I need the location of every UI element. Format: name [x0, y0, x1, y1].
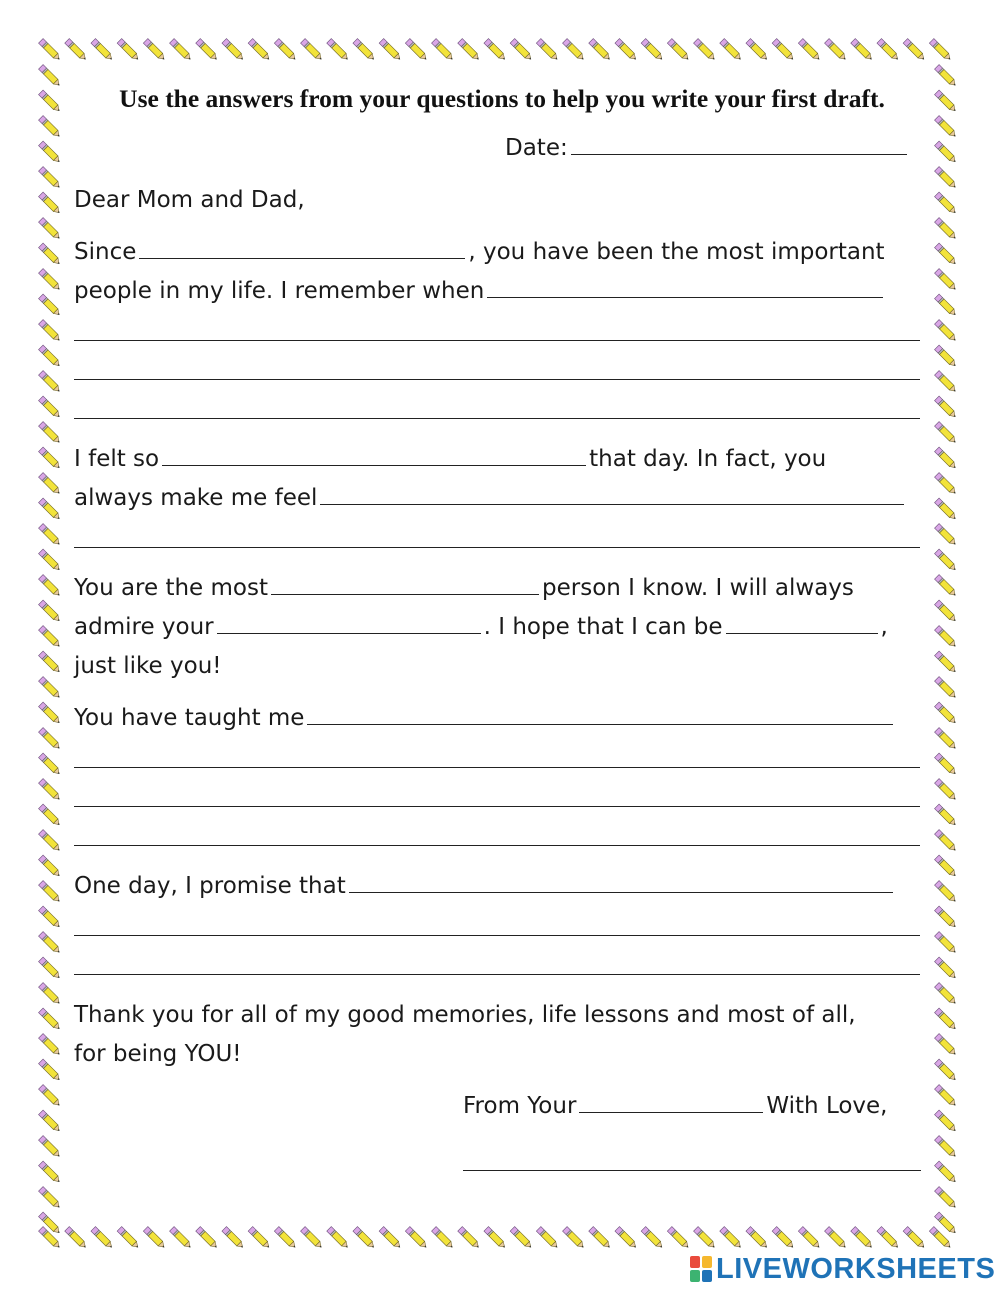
taught-blank[interactable]	[307, 704, 893, 725]
pencil-icon	[935, 294, 958, 317]
pencil-icon	[935, 396, 958, 419]
pencil-icon	[39, 473, 62, 496]
pencil-icon	[746, 1227, 769, 1250]
pencil-icon	[39, 779, 62, 802]
pencil-icon	[935, 728, 958, 751]
pencil-icon	[301, 39, 324, 62]
pencil-icon	[39, 932, 62, 955]
pencil-icon	[353, 1227, 376, 1250]
pencil-icon	[935, 218, 958, 241]
pencil-icon	[432, 39, 455, 62]
pencil-icon	[39, 192, 62, 215]
felt-blank[interactable]	[162, 445, 586, 466]
taught-row	[74, 703, 896, 733]
signature-line[interactable]	[463, 1170, 921, 1171]
pencil-icon	[510, 39, 533, 62]
remember-text: people in my life. I remember when	[74, 278, 485, 304]
pencil-icon	[379, 1227, 402, 1250]
pencil-icon	[39, 804, 62, 827]
pencil-icon	[196, 1227, 219, 1250]
felt-row	[74, 444, 826, 474]
date-row	[505, 133, 910, 163]
pencil-icon	[39, 830, 62, 853]
pencil-icon	[615, 39, 638, 62]
pencil-icon	[39, 294, 62, 317]
pencil-icon	[405, 1227, 428, 1250]
pencil-icon	[935, 575, 958, 598]
pencil-icon	[935, 90, 958, 113]
pencil-icon	[248, 1227, 271, 1250]
pencil-icon	[563, 1227, 586, 1250]
promise-blank[interactable]	[349, 872, 893, 893]
pencil-icon	[877, 39, 900, 62]
pencil-icon	[222, 39, 245, 62]
pencil-icon	[39, 1110, 62, 1133]
since-blank[interactable]	[139, 238, 465, 259]
pencil-icon	[39, 269, 62, 292]
pencil-icon	[39, 345, 62, 368]
pencil-icon	[935, 906, 958, 929]
page-title: Use the answers from your questions to help you write your first draft.	[119, 84, 885, 113]
pencil-icon	[935, 1085, 958, 1108]
pencil-icon	[196, 39, 219, 62]
write-line[interactable]	[74, 806, 920, 807]
pencil-icon	[935, 804, 958, 827]
pencil-icon	[39, 371, 62, 394]
pencil-icon	[39, 218, 62, 241]
date-blank[interactable]	[571, 134, 907, 155]
pencil-icon	[935, 243, 958, 266]
pencil-icon	[39, 1034, 62, 1057]
relation-blank[interactable]	[579, 1092, 763, 1113]
pencil-icon	[39, 575, 62, 598]
pencil-icon	[825, 39, 848, 62]
pencil-icon	[798, 39, 821, 62]
pencil-icon	[935, 753, 958, 776]
pencil-icon	[935, 116, 958, 139]
pencil-icon	[589, 39, 612, 62]
date-label: Date:	[505, 135, 568, 161]
pencil-icon	[39, 881, 62, 904]
pencil-icon	[772, 39, 795, 62]
just-like-row: just like you!	[74, 653, 222, 679]
pencil-icon	[39, 320, 62, 343]
pencil-icon	[563, 39, 586, 62]
pencil-icon	[935, 957, 958, 980]
pencil-icon	[39, 1161, 62, 1184]
pencil-icon	[536, 39, 559, 62]
pencil-icon	[39, 1085, 62, 1108]
greeting: Dear Mom and Dad,	[74, 187, 305, 213]
pencil-icon	[39, 65, 62, 88]
pencil-icon	[39, 422, 62, 445]
pencil-icon	[405, 39, 428, 62]
pencil-icon	[935, 141, 958, 164]
most-blank[interactable]	[271, 574, 539, 595]
pencil-icon	[935, 881, 958, 904]
pencil-icon	[458, 1227, 481, 1250]
write-line[interactable]	[74, 974, 920, 975]
hope-blank[interactable]	[726, 613, 878, 634]
pencil-icon	[39, 167, 62, 190]
pencil-icon	[935, 830, 958, 853]
pencil-icon	[935, 345, 958, 368]
pencil-icon	[39, 855, 62, 878]
pencil-icon	[772, 1227, 795, 1250]
pencil-icon	[91, 1227, 114, 1250]
pencil-icon	[935, 983, 958, 1006]
pencil-icon	[248, 39, 271, 62]
pencil-icon	[117, 1227, 140, 1250]
pencil-icon	[641, 1227, 664, 1250]
remember-row	[74, 276, 886, 306]
promise-row	[74, 871, 896, 901]
pencil-icon	[720, 39, 743, 62]
pencil-icon	[39, 447, 62, 470]
pencil-icon	[935, 192, 958, 215]
pencil-icon	[458, 39, 481, 62]
pencil-icon	[39, 549, 62, 572]
write-line[interactable]	[74, 340, 920, 341]
pencil-icon	[39, 39, 62, 62]
pencil-icon	[65, 1227, 88, 1250]
pencil-icon	[694, 39, 717, 62]
pencil-icon	[935, 1161, 958, 1184]
thanks-row: Thank you for all of my good memories, life lessons and most of all,	[74, 1002, 856, 1028]
pencil-icon	[39, 1059, 62, 1082]
from-your-text: From Your	[463, 1093, 577, 1119]
pencil-icon	[935, 1008, 958, 1031]
pencil-icon	[170, 1227, 193, 1250]
liveworksheets-logo	[690, 1252, 995, 1286]
felt-so-text: I felt so	[74, 446, 160, 472]
pencil-icon	[935, 932, 958, 955]
pencil-icon	[935, 498, 958, 521]
pencil-icon	[379, 39, 402, 62]
pencil-icon	[825, 1227, 848, 1250]
pencil-icon	[39, 626, 62, 649]
pencil-icon	[39, 524, 62, 547]
pencil-icon	[327, 39, 350, 62]
pencil-icon	[39, 243, 62, 266]
from-your-row	[463, 1091, 888, 1121]
pencil-icon	[301, 1227, 324, 1250]
pencil-icon	[935, 269, 958, 292]
pencil-icon	[877, 1227, 900, 1250]
pencil-icon	[143, 1227, 166, 1250]
pencil-icon	[327, 1227, 350, 1250]
feel-blank[interactable]	[320, 484, 904, 505]
pencil-icon	[935, 473, 958, 496]
pencil-icon	[935, 626, 958, 649]
pencil-icon	[935, 320, 958, 343]
pencil-icon	[851, 1227, 874, 1250]
pencil-icon	[935, 1136, 958, 1159]
pencil-icon	[39, 753, 62, 776]
pencil-icon	[798, 1227, 821, 1250]
pencil-icon	[484, 1227, 507, 1250]
pencil-icon	[39, 90, 62, 113]
pencil-icon	[667, 39, 690, 62]
pencil-icon	[935, 1034, 958, 1057]
pencil-icon	[39, 141, 62, 164]
pencil-icon	[353, 39, 376, 62]
pencil-icon	[39, 1187, 62, 1210]
pencil-icon	[746, 39, 769, 62]
pencil-icon	[935, 65, 958, 88]
pencil-icon	[589, 1227, 612, 1250]
pencil-icon	[935, 779, 958, 802]
pencil-icon	[935, 1059, 958, 1082]
pencil-icon	[274, 1227, 297, 1250]
being-you-row: for being YOU!	[74, 1041, 242, 1067]
taught-text: You have taught me	[74, 705, 305, 731]
pencil-icon	[510, 1227, 533, 1250]
pencil-icon	[929, 39, 952, 62]
pencil-icon	[935, 371, 958, 394]
always-feel-text: always make me feel	[74, 485, 318, 511]
pencil-icon	[39, 906, 62, 929]
pencil-icon	[39, 396, 62, 419]
pencil-icon	[935, 1187, 958, 1210]
admire-row	[74, 612, 888, 642]
with-love-text: With Love,	[766, 1093, 888, 1119]
pencil-icon	[39, 728, 62, 751]
pencil-icon	[903, 1227, 926, 1250]
pencil-icon	[935, 855, 958, 878]
since-text: Since	[74, 239, 137, 265]
pencil-icon	[39, 651, 62, 674]
pencil-icon	[39, 498, 62, 521]
pencil-icon	[615, 1227, 638, 1250]
write-line[interactable]	[74, 418, 920, 419]
remember-blank[interactable]	[487, 277, 883, 298]
pencil-icon	[935, 524, 958, 547]
pencil-icon	[39, 600, 62, 623]
pencil-icon	[65, 39, 88, 62]
liveworksheets-logo-icon	[690, 1256, 712, 1282]
most-text: You are the most	[74, 575, 268, 601]
pencil-icon	[641, 39, 664, 62]
write-line[interactable]	[74, 767, 920, 768]
important-text: , you have been the most important	[468, 239, 885, 265]
pencil-icon	[39, 1136, 62, 1159]
hope-text: . I hope that I can be	[483, 614, 723, 640]
pencil-icon	[935, 1110, 958, 1133]
write-line[interactable]	[74, 547, 920, 548]
admire-blank[interactable]	[217, 613, 481, 634]
pencil-icon	[484, 39, 507, 62]
write-line[interactable]	[74, 379, 920, 380]
promise-text: One day, I promise that	[74, 873, 346, 899]
most-row	[74, 573, 854, 603]
logo-text: LIVEWORKSHEETS	[716, 1252, 996, 1285]
pencil-icon	[935, 167, 958, 190]
pencil-icon	[432, 1227, 455, 1250]
pencil-icon	[935, 677, 958, 700]
pencil-icon	[170, 39, 193, 62]
pencil-icon	[694, 1227, 717, 1250]
pencil-icon	[935, 702, 958, 725]
pencil-icon	[39, 957, 62, 980]
pencil-icon	[143, 39, 166, 62]
pencil-icon	[39, 1008, 62, 1031]
pencil-icon	[39, 116, 62, 139]
pencil-icon	[935, 651, 958, 674]
that-day-text: that day. In fact, you	[589, 446, 827, 472]
pencil-icon	[274, 39, 297, 62]
pencil-icon	[935, 549, 958, 572]
pencil-icon	[536, 1227, 559, 1250]
pencil-icon	[935, 447, 958, 470]
admire-text: admire your	[74, 614, 214, 640]
write-line[interactable]	[74, 845, 920, 846]
pencil-icon	[903, 39, 926, 62]
pencil-icon	[91, 39, 114, 62]
pencil-icon	[935, 600, 958, 623]
pencil-icon	[720, 1227, 743, 1250]
feel-row	[74, 483, 907, 513]
pencil-icon	[39, 677, 62, 700]
write-line[interactable]	[74, 935, 920, 936]
comma-text: ,	[880, 614, 888, 640]
since-row	[74, 237, 885, 267]
pencil-icon	[222, 1227, 245, 1250]
pencil-icon	[667, 1227, 690, 1250]
pencil-icon	[39, 983, 62, 1006]
pencil-icon	[935, 422, 958, 445]
pencil-icon	[117, 39, 140, 62]
person-text: person I know. I will always	[542, 575, 854, 601]
pencil-icon	[39, 702, 62, 725]
pencil-icon	[851, 39, 874, 62]
